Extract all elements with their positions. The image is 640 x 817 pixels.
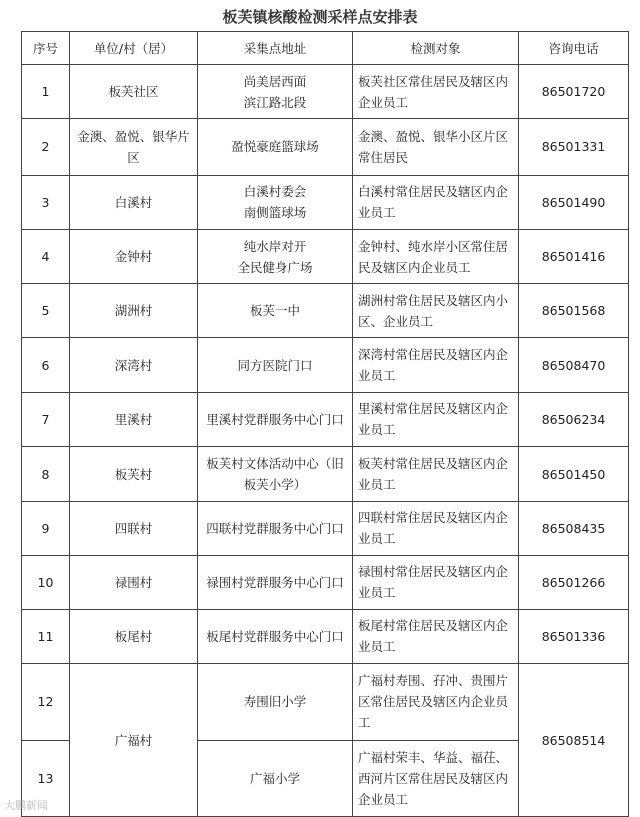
row-target: 广福村寿围、孖冲、贵围片区常住居民及辖区内企业员工 [353,664,519,740]
row-phone: 86508514 [519,664,629,817]
row-site: 尚美居西面 滨江路北段 [198,65,353,119]
row-unit: 深湾村 [70,338,198,392]
header-no: 序号 [22,32,70,65]
table-row [22,229,629,283]
row-unit: 禄围村 [70,555,198,609]
page-title: 板芙镇核酸检测采样点安排表 [222,8,418,26]
row-phone: 86501336 [519,609,629,663]
row-target: 板尾村常住居民及辖区内企业员工 [353,609,519,663]
row-phone: 86501331 [519,119,629,175]
row-unit: 广福村 [70,664,198,817]
row-number: 1 [22,65,70,119]
row-unit: 板芙村 [70,446,198,501]
row-site: 板芙村文体活动中心（旧板芙小学） [198,446,353,501]
row-phone: 86508435 [519,502,629,555]
row-target: 板芙社区常住居民及辖区内企业员工 [353,65,519,119]
row-site: 盈悦豪庭篮球场 [198,119,353,175]
row-target: 里溪村常住居民及辖区内企业员工 [353,392,519,446]
row-number: 9 [22,502,70,555]
row-site: 白溪村委会 南侧篮球场 [198,175,353,229]
row-phone: 86501568 [519,284,629,338]
row-number: 13 [22,740,70,816]
row-number: 5 [22,284,70,338]
row-number: 8 [22,446,70,501]
row-site: 同方医院门口 [198,338,353,392]
row-site: 寿围旧小学 [198,664,353,740]
table-row [22,609,629,663]
table-row [22,392,629,446]
table-header-row [22,32,629,65]
row-unit: 四联村 [70,502,198,555]
row-target: 板芙村常住居民及辖区内企业员工 [353,446,519,501]
row-unit: 板尾村 [70,609,198,663]
row-unit: 金钟村 [70,229,198,283]
row-number: 12 [22,664,70,740]
row-target: 金澳、盈悦、银华小区片区常住居民 [353,119,519,175]
row-phone: 86508470 [519,338,629,392]
row-target: 湖洲村常住居民及辖区内小区、企业员工 [353,284,519,338]
row-site: 板尾村党群服务中心门口 [198,609,353,663]
table-row [22,175,629,229]
row-target: 深湾村常住居民及辖区内企业员工 [353,338,519,392]
row-target: 四联村常住居民及辖区内企业员工 [353,502,519,555]
row-number: 3 [22,175,70,229]
row-phone: 86501416 [519,229,629,283]
row-unit: 板芙社区 [70,65,198,119]
sampling-site-table [21,31,629,817]
table-row [22,446,629,501]
row-site: 纯水岸对开 全民健身广场 [198,229,353,283]
header-site: 采集点地址 [198,32,353,65]
row-phone: 86501720 [519,65,629,119]
row-number: 11 [22,609,70,663]
table-row [22,502,629,555]
table-row [22,65,629,119]
row-target: 白溪村常住居民及辖区内企业员工 [353,175,519,229]
row-target: 广福村荣丰、华益、福茌、西河片区常住居民及辖区内企业员工 [353,740,519,816]
row-unit: 金澳、盈悦、银华片区 [70,119,198,175]
row-unit: 湖洲村 [70,284,198,338]
row-phone: 86501490 [519,175,629,229]
row-unit: 白溪村 [70,175,198,229]
row-number: 7 [22,392,70,446]
row-site: 广福小学 [198,740,353,816]
table-row [22,555,629,609]
row-site: 里溪村党群服务中心门口 [198,392,353,446]
row-number: 2 [22,119,70,175]
row-number: 10 [22,555,70,609]
header-phone: 咨询电话 [519,32,629,65]
table-row [22,338,629,392]
header-target: 检测对象 [353,32,519,65]
row-site: 四联村党群服务中心门口 [198,502,353,555]
row-site: 禄围村党群服务中心门口 [198,555,353,609]
header-unit: 单位/村（居） [70,32,198,65]
row-site: 板芙一中 [198,284,353,338]
row-phone: 86506234 [519,392,629,446]
table-row [22,284,629,338]
table-row [22,119,629,175]
row-unit: 里溪村 [70,392,198,446]
row-target: 金钟村、纯水岸小区常住居民及辖区内企业员工 [353,229,519,283]
watermark: 大鹏新闻 [4,799,48,812]
row-number: 4 [22,229,70,283]
table-row [22,664,629,740]
row-number: 6 [22,338,70,392]
row-phone: 86501450 [519,446,629,501]
row-target: 禄围村常住居民及辖区内企业员工 [353,555,519,609]
row-phone: 86501266 [519,555,629,609]
